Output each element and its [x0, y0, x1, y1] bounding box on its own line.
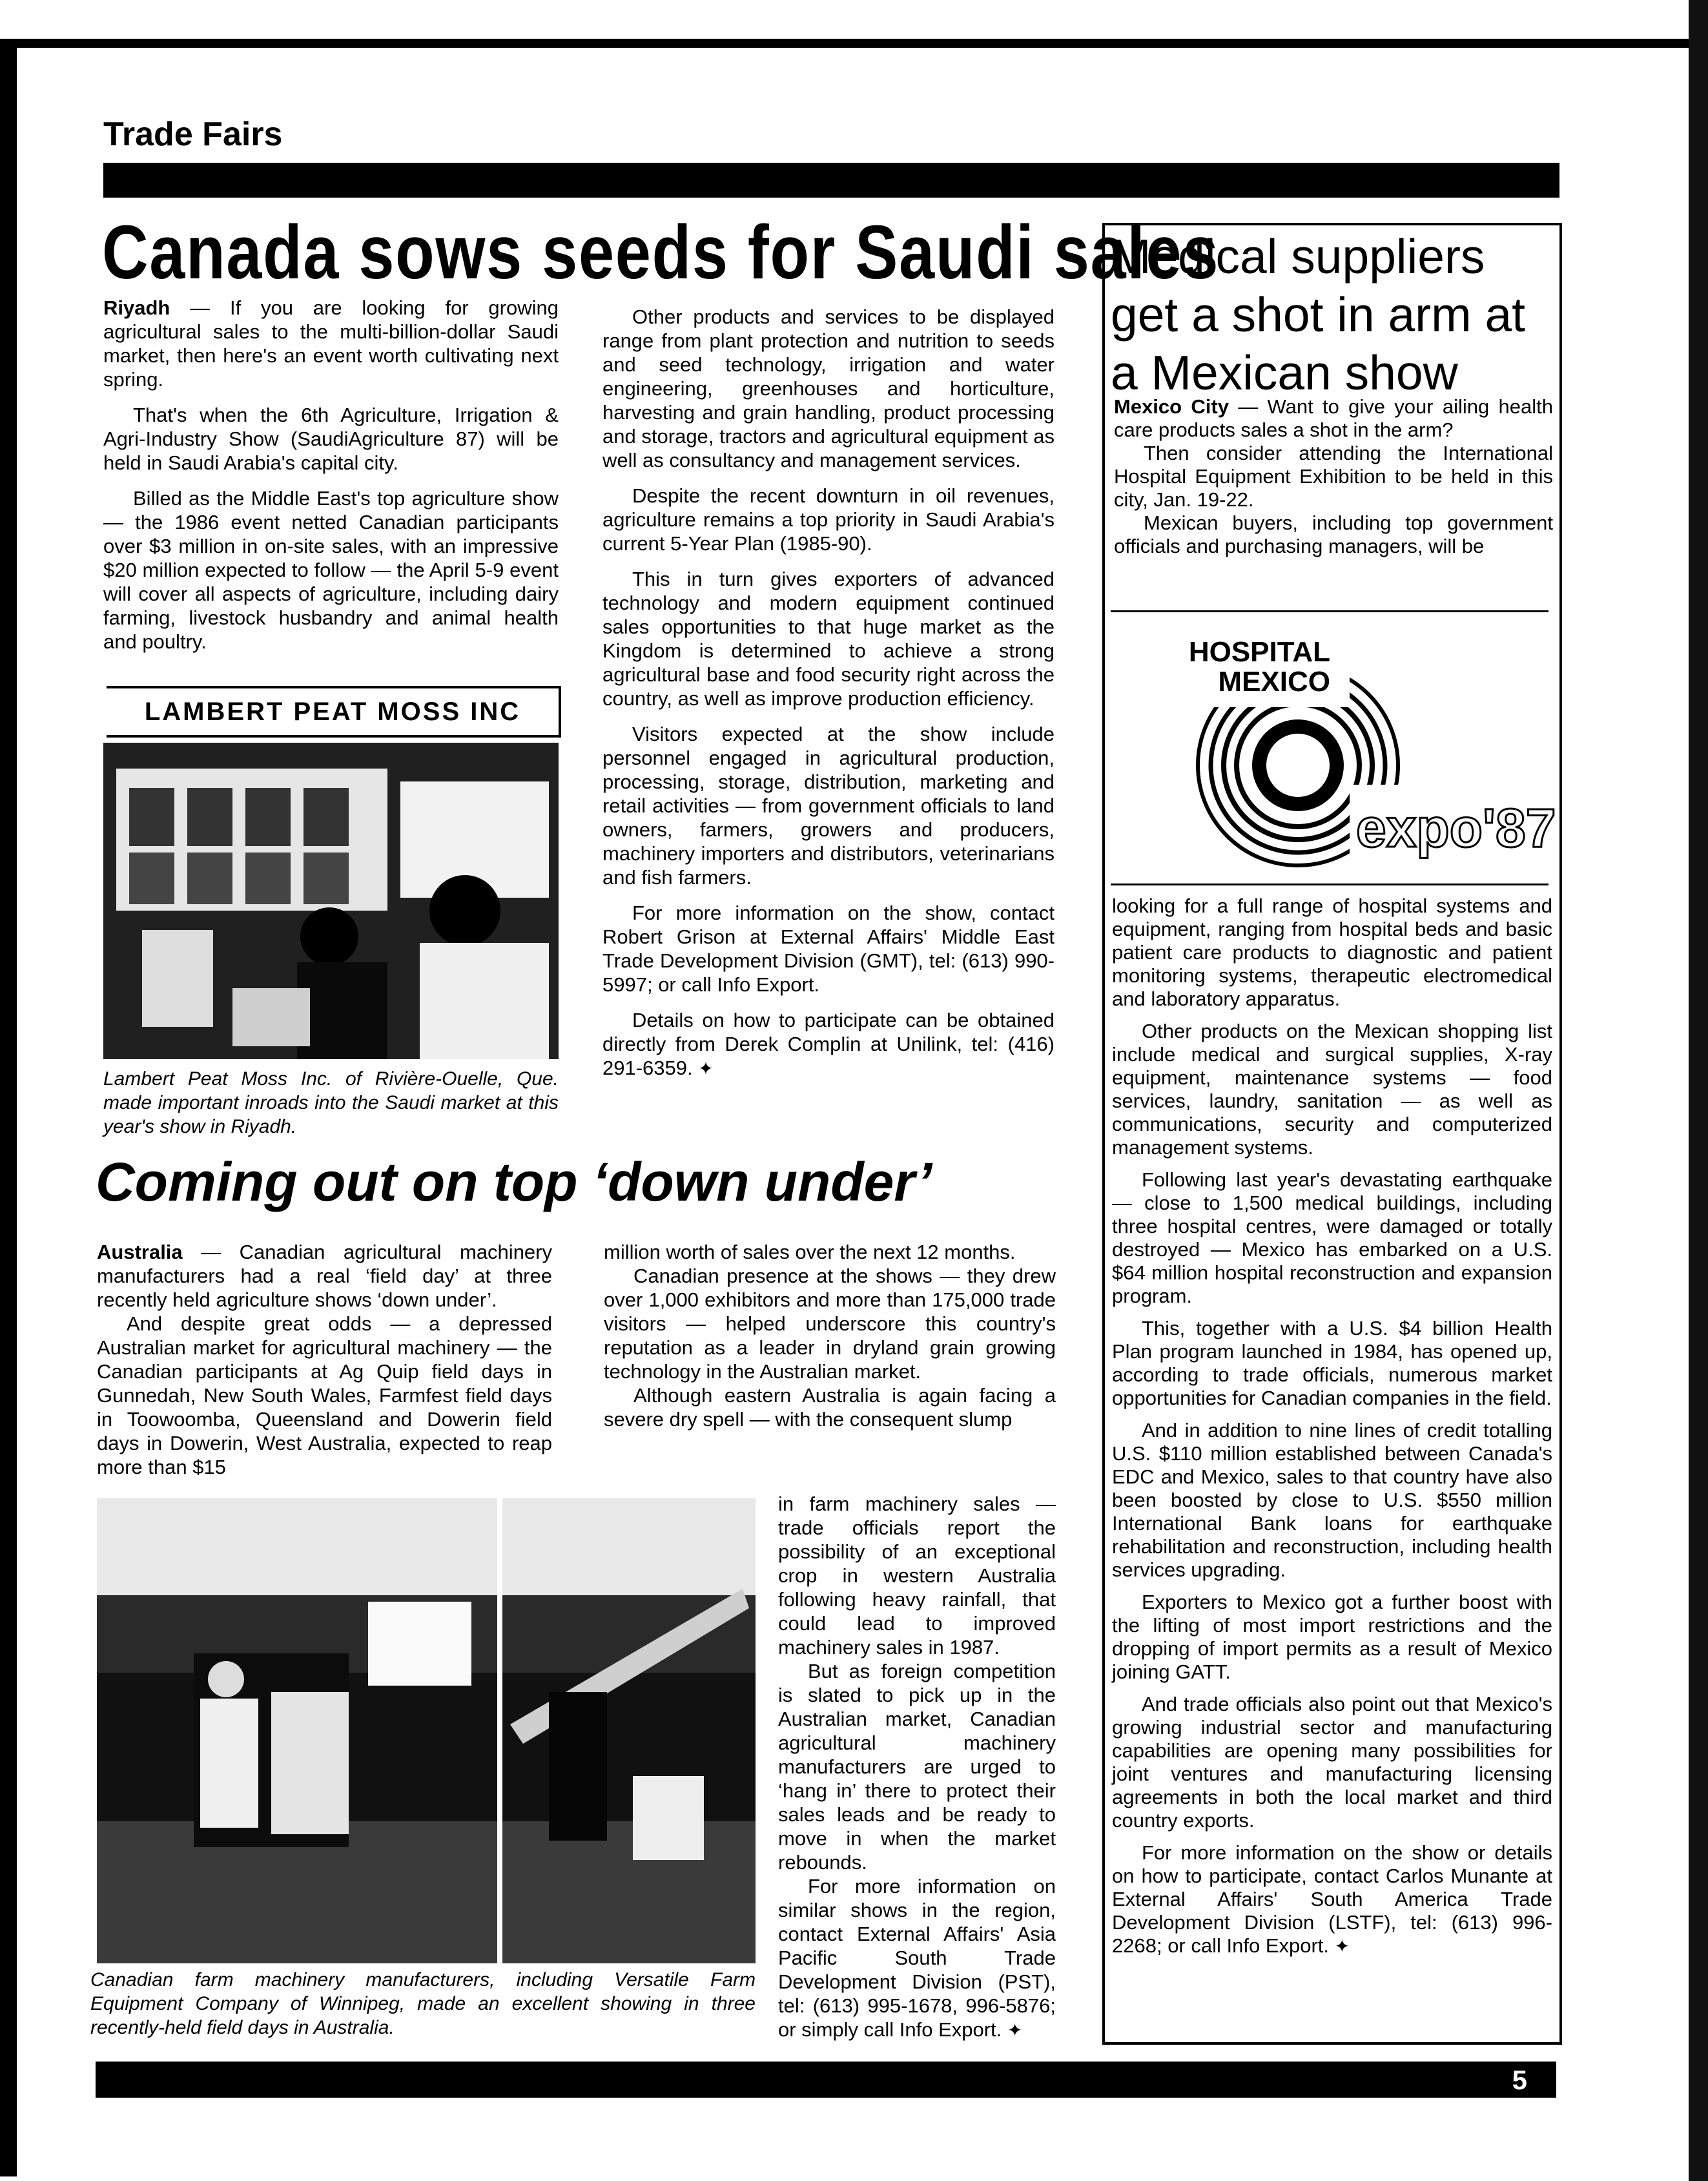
paragraph: This in turn gives exporters of advanced technology and modern equipment continued sales opportunities to that huge market as the Kingdom is determined to achieve a strong agricultural base and food security right across the country, as well as improve production efficiency.: [602, 568, 1055, 710]
paragraph: And despite great odds — a depressed Australian market for agricultural machinery — the Canadian participants at Ag Quip field days in Gunnedah, New South Wales, Farmfest field days in Toowoomba, Queensland and Dowerin field days in Dowerin, West Australia, expected to reap more than $15: [97, 1312, 552, 1478]
paragraph: Although eastern Australia is again facing a severe dry spell — with the consequent slump: [604, 1384, 1056, 1431]
scan-border-right: [1689, 0, 1708, 2181]
header-rule: [103, 163, 1559, 198]
paragraph: [103, 296, 559, 391]
article-australia-col1: [97, 1240, 552, 1491]
article-saudi-col1: [103, 296, 559, 665]
article-mexico-lower: [1112, 894, 1552, 1958]
section-label: Trade Fairs: [103, 116, 283, 153]
paragraph: million worth of sales over the next 12 months.: [604, 1241, 1016, 1263]
divider: [1111, 884, 1549, 885]
paragraph: [1112, 1841, 1552, 1958]
divider: [1111, 610, 1549, 612]
article-australia-col2: [604, 1240, 1056, 1443]
paragraph: [97, 1240, 552, 1312]
end-mark-icon: ✦: [1007, 2020, 1023, 2040]
paragraph: That's when the 6th Agriculture, Irrigation & Agri-Industry Show (SaudiAgriculture 87) will be held in Saudi Arabia's capital city.: [103, 404, 559, 474]
article-mexico-upper: [1114, 395, 1553, 570]
paragraph: [602, 1008, 1055, 1080]
lambert-sign: LAMBERT PEAT MOSS INC: [107, 686, 561, 738]
paragraph: Other products and services to be displayed range from plant protection and nutrition to seeds and seed technology, irrigation and water engineering, greenhouses and horticulture, harvesting and grain handling, product processing and storage, tractors and agricultural equipment as well as consultancy and management services.: [602, 305, 1055, 471]
dateline: Mexico City: [1114, 395, 1229, 418]
paragraph: Visitors expected at the show include personnel engaged in agricultural production, processing, storage, distribution, marketing and retail activities — from government officials to land owners, farmers, growers and producers, machinery importers and distributors, veterinarians and fish farmers.: [602, 723, 1055, 889]
paragraph: in farm machinery sales — trade officials report the possibility of an exceptional crop in western Australia following heavy rainfall, that could lead to improved machinery sales in 1987.: [778, 1493, 1056, 1659]
end-mark-icon: ✦: [698, 1059, 714, 1079]
paragraph: Canadian presence at the shows — they drew over 1,000 exhibitors and more than 175,000 trade visitors — helped underscore this country's reputation as a leader in dryland grain growing technology in the Australian market.: [604, 1265, 1056, 1383]
paragraph: And trade officials also point out that Mexico's growing industrial sector and manufacturing capabilities are opening many possibilities for joint ventures and manufacturing licensing agreements in both the local market and third country exports.: [1112, 1693, 1552, 1832]
logo-text: [1156, 637, 1330, 697]
paragraph: This, together with a U.S. $4 billion Health Plan program launched in 1984, has opened up, according to trade officials, numerous market opportunities for Canadian companies in the field.: [1112, 1317, 1552, 1409]
paragraph: And in addition to nine lines of credit totalling U.S. $110 million established between Canada's EDC and Mexico, sales to that country have also been boosted by close to U.S. $550 million International Bank loans for earthquake rehabilitation and reconstruction, including health services upgrading.: [1112, 1419, 1552, 1581]
logo-line-mexico: MEXICO: [1218, 666, 1330, 698]
article-saudi-col2: [602, 305, 1055, 1092]
paragraph: Other products on the Mexican shopping list include medical and surgical supplies, X-ray equipment, maintenance systems — food services, laundry, sanitation — as well as communications, security and computerized management systems.: [1112, 1020, 1552, 1159]
dateline: Riyadh: [103, 296, 170, 319]
article-title-saudi: Canada sows seeds for Saudi sales: [102, 210, 1220, 295]
paragraph: Exporters to Mexico got a further boost with the lifting of most import restrictions and the dropping of import permits as a result of Mexico joining GATT.: [1112, 1591, 1552, 1683]
paragraph-text: — Canadian agricultural machinery manufacturers had a real ‘field day’ at three recently held agriculture shows ‘down under’.: [97, 1241, 552, 1311]
paragraph-text: Details on how to participate can be obtained directly from Derek Complin at Unilink, tel: (416) 291-6359.: [602, 1009, 1055, 1079]
paragraph-text: For more information on the show or details on how to participate, contact Carlos Munante at External Affairs' South America Trade Development Division (LSTF), tel: (613) 996-2268; or call Info Export.: [1112, 1841, 1552, 1957]
paragraph: Mexican buyers, including top government officials and purchasing managers, will be: [1114, 512, 1553, 557]
photo-australia-field-days: [97, 1498, 756, 1963]
scan-border-top: [0, 39, 1708, 48]
paragraph: Despite the recent downturn in oil revenues, agriculture remains a top priority in Saudi Arabia's current 5-Year Plan (1985-90).: [602, 484, 1055, 555]
paragraph-text: For more information on similar shows in the region, contact External Affairs' Asia Pacific South Trade Development Division (PST), tel: (613) 995-1678, 996-5876; or simply call Info Export.: [778, 1875, 1056, 2041]
caption-lambert: Lambert Peat Moss Inc. of Rivière-Ouelle, Que. made important inroads into the Saudi market at this year's show in Riyadh.: [103, 1068, 559, 1137]
paragraph: Following last year's devastating earthquake — close to 1,500 medical buildings, including three hospital centres, were damaged or totally destroyed — Mexico has embarked on a U.S. $64 million hospital reconstruction and expansion program.: [1112, 1168, 1552, 1307]
paragraph: For more information on the show, contact Robert Grison at External Affairs' Middle East Trade Development Division (GMT), tel: (613) 990-5997; or call Info Export.: [602, 902, 1055, 996]
dateline: Australia: [97, 1241, 183, 1263]
footer-rule: [96, 2062, 1556, 2098]
paragraph: looking for a full range of hospital systems and equipment, ranging from hospital beds and basic patient care products to diagnostic and patient monitoring systems, therapeutic electromedical and laboratory apparatus.: [1112, 894, 1552, 1010]
article-title-australia: Coming out on top ‘down under’: [96, 1152, 932, 1212]
article-title-mexico: Medical suppliers get a shot in arm at a Mexican show: [1111, 229, 1526, 400]
scan-border-left: [0, 45, 17, 2176]
paragraph: [1114, 395, 1553, 442]
paragraph: Billed as the Middle East's top agriculture show — the 1986 event netted Canadian participants over $3 million in on-site sales, with an impressive $20 million expected to follow — the April 5-9 event will cover all aspects of agriculture, including dairy farming, livestock husbandry and animal health and poultry.: [103, 487, 559, 653]
paragraph-text: — If you are looking for growing agricultural sales to the multi-billion-dollar Saudi market, then here's an event worth cultivating next spring.: [103, 296, 559, 391]
paragraph: [778, 1874, 1056, 2042]
page-number: 5: [1512, 2065, 1527, 2095]
paragraph: Then consider attending the International Hospital Equipment Exhibition to be held in this city, Jan. 19-22.: [1114, 442, 1553, 511]
logo-expo-text: expo'87: [1356, 798, 1556, 858]
photo-lambert-booth: [103, 743, 559, 1059]
paragraph: But as foreign competition is slated to pick up in the Australian market, Canadian agricultural machinery manufacturers are urged to ‘hang in’ there to protect their sales leads and be ready to move in when the market rebounds.: [778, 1660, 1056, 1874]
logo-line-hospital: HOSPITAL: [1188, 636, 1330, 668]
hospital-mexico-expo-logo: [1137, 630, 1556, 875]
article-australia-col3: [778, 1492, 1056, 2054]
photo-lambert-image: [103, 743, 559, 1059]
caption-australia: Canadian farm machinery manufacturers, including Versatile Farm Equipment Company of Winnipeg, made an excellent showing in three recently-held field days in Australia.: [90, 1969, 756, 2038]
paragraph-text: — Want to give your ailing health care products sales a shot in the arm?: [1114, 395, 1553, 441]
end-mark-icon: ✦: [1334, 1936, 1350, 1956]
photo-australia-image: [97, 1498, 756, 1963]
